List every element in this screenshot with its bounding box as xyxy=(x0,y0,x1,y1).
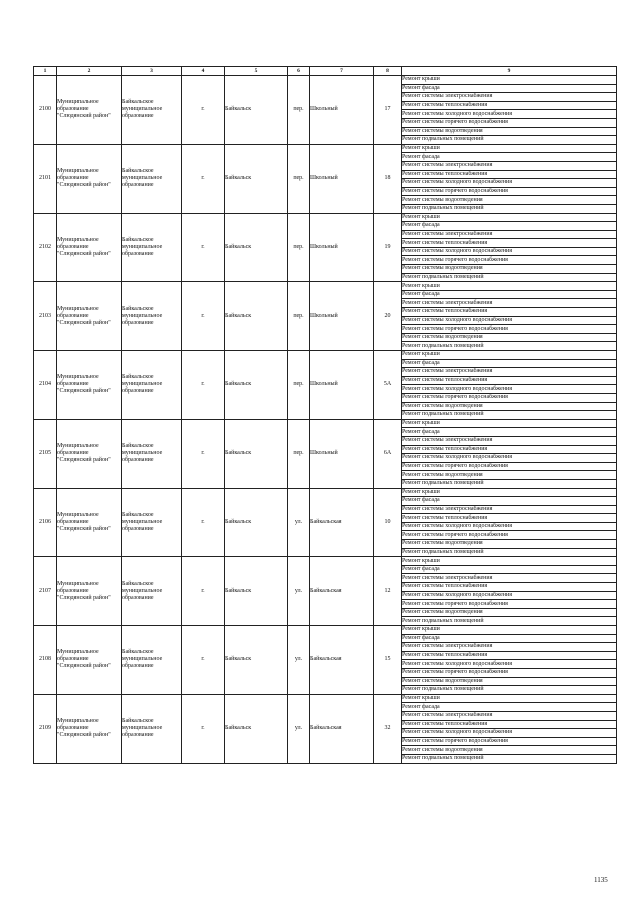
work-type: Ремонт системы водоотведения xyxy=(402,608,617,617)
street-type: пер. xyxy=(288,76,310,145)
work-type: Ремонт системы холодного водоснабжения xyxy=(402,729,617,738)
col-header: 4 xyxy=(182,67,225,76)
work-type: Ремонт системы электроснабжения xyxy=(402,93,617,102)
work-type: Ремонт системы водоотведения xyxy=(402,333,617,342)
street-name: Школьный xyxy=(310,144,374,213)
house-number: 15 xyxy=(374,626,402,695)
work-type: Ремонт фасада xyxy=(402,153,617,162)
work-type: Ремонт системы водоотведения xyxy=(402,402,617,411)
work-type: Ремонт системы горячего водоснабжения xyxy=(402,600,617,609)
street-name: Байкальская xyxy=(310,626,374,695)
street-type: пер. xyxy=(288,351,310,420)
work-type: Ремонт крыши xyxy=(402,144,617,153)
table-row xyxy=(34,557,617,566)
work-type: Ремонт крыши xyxy=(402,213,617,222)
work-type: Ремонт системы водоотведения xyxy=(402,746,617,755)
col-header: 8 xyxy=(374,67,402,76)
street-name: Байкальская xyxy=(310,488,374,557)
table-row xyxy=(34,419,617,428)
locality-name: Байкальск xyxy=(225,144,288,213)
work-type: Ремонт системы горячего водоснабжения xyxy=(402,737,617,746)
work-type: Ремонт системы электроснабжения xyxy=(402,574,617,583)
locality-type: г. xyxy=(182,144,225,213)
street-type: пер. xyxy=(288,282,310,351)
municipality: Байкальское муниципальное образование xyxy=(122,282,182,351)
work-type: Ремонт фасада xyxy=(402,703,617,712)
record-number: 2108 xyxy=(34,626,57,695)
work-type: Ремонт подвальных помещений xyxy=(402,204,617,213)
work-type: Ремонт системы горячего водоснабжения xyxy=(402,325,617,334)
locality-type: г. xyxy=(182,213,225,282)
house-number: 12 xyxy=(374,557,402,626)
table-row xyxy=(34,76,617,85)
municipal-district: Муниципальное образование "Слюдянский район" xyxy=(57,694,122,763)
record-number: 2102 xyxy=(34,213,57,282)
table-row xyxy=(34,694,617,703)
municipal-district: Муниципальное образование "Слюдянский район" xyxy=(57,351,122,420)
work-type: Ремонт системы холодного водоснабжения xyxy=(402,247,617,256)
locality-name: Байкальск xyxy=(225,488,288,557)
work-type: Ремонт крыши xyxy=(402,626,617,635)
record-number: 2106 xyxy=(34,488,57,557)
work-type: Ремонт подвальных помещений xyxy=(402,136,617,145)
locality-type: г. xyxy=(182,488,225,557)
record-number: 2100 xyxy=(34,76,57,145)
work-type: Ремонт крыши xyxy=(402,557,617,566)
street-name: Школьный xyxy=(310,76,374,145)
street-name: Школьный xyxy=(310,282,374,351)
work-type: Ремонт системы электроснабжения xyxy=(402,711,617,720)
col-header: 6 xyxy=(288,67,310,76)
municipal-district: Муниципальное образование "Слюдянский район" xyxy=(57,213,122,282)
table-row xyxy=(34,144,617,153)
work-type: Ремонт крыши xyxy=(402,694,617,703)
municipal-district: Муниципальное образование "Слюдянский район" xyxy=(57,488,122,557)
work-type: Ремонт системы теплоснабжения xyxy=(402,720,617,729)
locality-name: Байкальск xyxy=(225,282,288,351)
municipality: Байкальское муниципальное образование xyxy=(122,694,182,763)
table-row xyxy=(34,626,617,635)
work-type: Ремонт подвальных помещений xyxy=(402,273,617,282)
work-type: Ремонт системы теплоснабжения xyxy=(402,101,617,110)
header-row xyxy=(34,67,617,76)
work-type: Ремонт крыши xyxy=(402,419,617,428)
page-number: 1135 xyxy=(594,876,608,884)
work-type: Ремонт фасада xyxy=(402,428,617,437)
work-type: Ремонт системы теплоснабжения xyxy=(402,308,617,317)
work-type: Ремонт системы теплоснабжения xyxy=(402,651,617,660)
record-number: 2104 xyxy=(34,351,57,420)
table-row xyxy=(34,488,617,497)
work-type: Ремонт системы теплоснабжения xyxy=(402,376,617,385)
work-type: Ремонт системы электроснабжения xyxy=(402,643,617,652)
col-header: 2 xyxy=(57,67,122,76)
work-type: Ремонт фасада xyxy=(402,84,617,93)
locality-name: Байкальск xyxy=(225,557,288,626)
work-type: Ремонт крыши xyxy=(402,488,617,497)
street-type: ул. xyxy=(288,488,310,557)
col-header: 7 xyxy=(310,67,374,76)
house-number: 18 xyxy=(374,144,402,213)
locality-name: Байкальск xyxy=(225,76,288,145)
work-type: Ремонт системы горячего водоснабжения xyxy=(402,118,617,127)
work-type: Ремонт подвальных помещений xyxy=(402,342,617,351)
work-type: Ремонт системы холодного водоснабжения xyxy=(402,591,617,600)
work-type: Ремонт подвальных помещений xyxy=(402,548,617,557)
work-type: Ремонт фасада xyxy=(402,290,617,299)
street-type: ул. xyxy=(288,694,310,763)
locality-name: Байкальск xyxy=(225,626,288,695)
work-type: Ремонт системы теплоснабжения xyxy=(402,239,617,248)
work-type: Ремонт подвальных помещений xyxy=(402,479,617,488)
municipality: Байкальское муниципальное образование xyxy=(122,488,182,557)
col-header: 3 xyxy=(122,67,182,76)
work-type: Ремонт системы водоотведения xyxy=(402,471,617,480)
work-type: Ремонт системы электроснабжения xyxy=(402,436,617,445)
work-type: Ремонт системы холодного водоснабжения xyxy=(402,110,617,119)
work-type: Ремонт крыши xyxy=(402,351,617,360)
capital-repair-table xyxy=(33,66,617,764)
work-type: Ремонт системы водоотведения xyxy=(402,196,617,205)
municipality: Байкальское муниципальное образование xyxy=(122,419,182,488)
work-type: Ремонт системы холодного водоснабжения xyxy=(402,522,617,531)
municipality: Байкальское муниципальное образование xyxy=(122,351,182,420)
locality-name: Байкальск xyxy=(225,213,288,282)
record-number: 2101 xyxy=(34,144,57,213)
street-name: Байкальская xyxy=(310,694,374,763)
street-type: ул. xyxy=(288,626,310,695)
house-number: 19 xyxy=(374,213,402,282)
work-type: Ремонт системы горячего водоснабжения xyxy=(402,668,617,677)
house-number: 32 xyxy=(374,694,402,763)
locality-type: г. xyxy=(182,419,225,488)
municipality: Байкальское муниципальное образование xyxy=(122,76,182,145)
work-type: Ремонт системы холодного водоснабжения xyxy=(402,385,617,394)
work-type: Ремонт системы водоотведения xyxy=(402,540,617,549)
work-type: Ремонт системы горячего водоснабжения xyxy=(402,393,617,402)
locality-type: г. xyxy=(182,694,225,763)
work-type: Ремонт системы водоотведения xyxy=(402,127,617,136)
street-type: пер. xyxy=(288,419,310,488)
work-type: Ремонт подвальных помещений xyxy=(402,617,617,626)
street-type: пер. xyxy=(288,144,310,213)
work-type: Ремонт системы теплоснабжения xyxy=(402,514,617,523)
locality-type: г. xyxy=(182,351,225,420)
municipal-district: Муниципальное образование "Слюдянский район" xyxy=(57,419,122,488)
work-type: Ремонт системы электроснабжения xyxy=(402,230,617,239)
work-type: Ремонт крыши xyxy=(402,282,617,291)
municipality: Байкальское муниципальное образование xyxy=(122,144,182,213)
work-type: Ремонт системы теплоснабжения xyxy=(402,170,617,179)
record-number: 2103 xyxy=(34,282,57,351)
col-header: 9 xyxy=(402,67,617,76)
municipality: Байкальское муниципальное образование xyxy=(122,626,182,695)
work-type: Ремонт системы холодного водоснабжения xyxy=(402,454,617,463)
municipality: Байкальское муниципальное образование xyxy=(122,213,182,282)
municipality: Байкальское муниципальное образование xyxy=(122,557,182,626)
municipal-district: Муниципальное образование "Слюдянский район" xyxy=(57,557,122,626)
col-header: 5 xyxy=(225,67,288,76)
house-number: 10 xyxy=(374,488,402,557)
locality-name: Байкальск xyxy=(225,419,288,488)
table-row xyxy=(34,213,617,222)
work-type: Ремонт системы водоотведения xyxy=(402,677,617,686)
work-type: Ремонт подвальных помещений xyxy=(402,754,617,763)
work-type: Ремонт фасада xyxy=(402,634,617,643)
street-name: Байкальская xyxy=(310,557,374,626)
work-type: Ремонт фасада xyxy=(402,359,617,368)
work-type: Ремонт фасада xyxy=(402,565,617,574)
municipal-district: Муниципальное образование "Слюдянский район" xyxy=(57,282,122,351)
work-type: Ремонт системы горячего водоснабжения xyxy=(402,187,617,196)
work-type: Ремонт крыши xyxy=(402,76,617,85)
work-type: Ремонт системы водоотведения xyxy=(402,265,617,274)
street-type: пер. xyxy=(288,213,310,282)
locality-type: г. xyxy=(182,282,225,351)
street-name: Школьный xyxy=(310,351,374,420)
street-type: ул. xyxy=(288,557,310,626)
work-type: Ремонт системы горячего водоснабжения xyxy=(402,531,617,540)
record-number: 2107 xyxy=(34,557,57,626)
work-type: Ремонт системы электроснабжения xyxy=(402,505,617,514)
locality-type: г. xyxy=(182,557,225,626)
record-number: 2105 xyxy=(34,419,57,488)
col-header: 1 xyxy=(34,67,57,76)
locality-type: г. xyxy=(182,626,225,695)
work-type: Ремонт подвальных помещений xyxy=(402,411,617,420)
house-number: 20 xyxy=(374,282,402,351)
work-type: Ремонт фасада xyxy=(402,222,617,231)
work-type: Ремонт системы теплоснабжения xyxy=(402,445,617,454)
work-type: Ремонт системы горячего водоснабжения xyxy=(402,462,617,471)
work-type: Ремонт системы электроснабжения xyxy=(402,299,617,308)
street-name: Школьный xyxy=(310,419,374,488)
house-number: 17 xyxy=(374,76,402,145)
locality-type: г. xyxy=(182,76,225,145)
work-type: Ремонт системы холодного водоснабжения xyxy=(402,316,617,325)
register-sheet xyxy=(33,66,617,764)
municipal-district: Муниципальное образование "Слюдянский район" xyxy=(57,144,122,213)
locality-name: Байкальск xyxy=(225,694,288,763)
table-row xyxy=(34,282,617,291)
work-type: Ремонт фасада xyxy=(402,497,617,506)
street-name: Школьный xyxy=(310,213,374,282)
municipal-district: Муниципальное образование "Слюдянский район" xyxy=(57,626,122,695)
locality-name: Байкальск xyxy=(225,351,288,420)
municipal-district: Муниципальное образование "Слюдянский район" xyxy=(57,76,122,145)
work-type: Ремонт системы электроснабжения xyxy=(402,161,617,170)
table-row xyxy=(34,351,617,360)
work-type: Ремонт системы теплоснабжения xyxy=(402,583,617,592)
record-number: 2109 xyxy=(34,694,57,763)
work-type: Ремонт системы холодного водоснабжения xyxy=(402,660,617,669)
house-number: 6А xyxy=(374,419,402,488)
work-type: Ремонт системы холодного водоснабжения xyxy=(402,179,617,188)
house-number: 5А xyxy=(374,351,402,420)
work-type: Ремонт системы горячего водоснабжения xyxy=(402,256,617,265)
work-type: Ремонт системы электроснабжения xyxy=(402,368,617,377)
work-type: Ремонт подвальных помещений xyxy=(402,686,617,695)
